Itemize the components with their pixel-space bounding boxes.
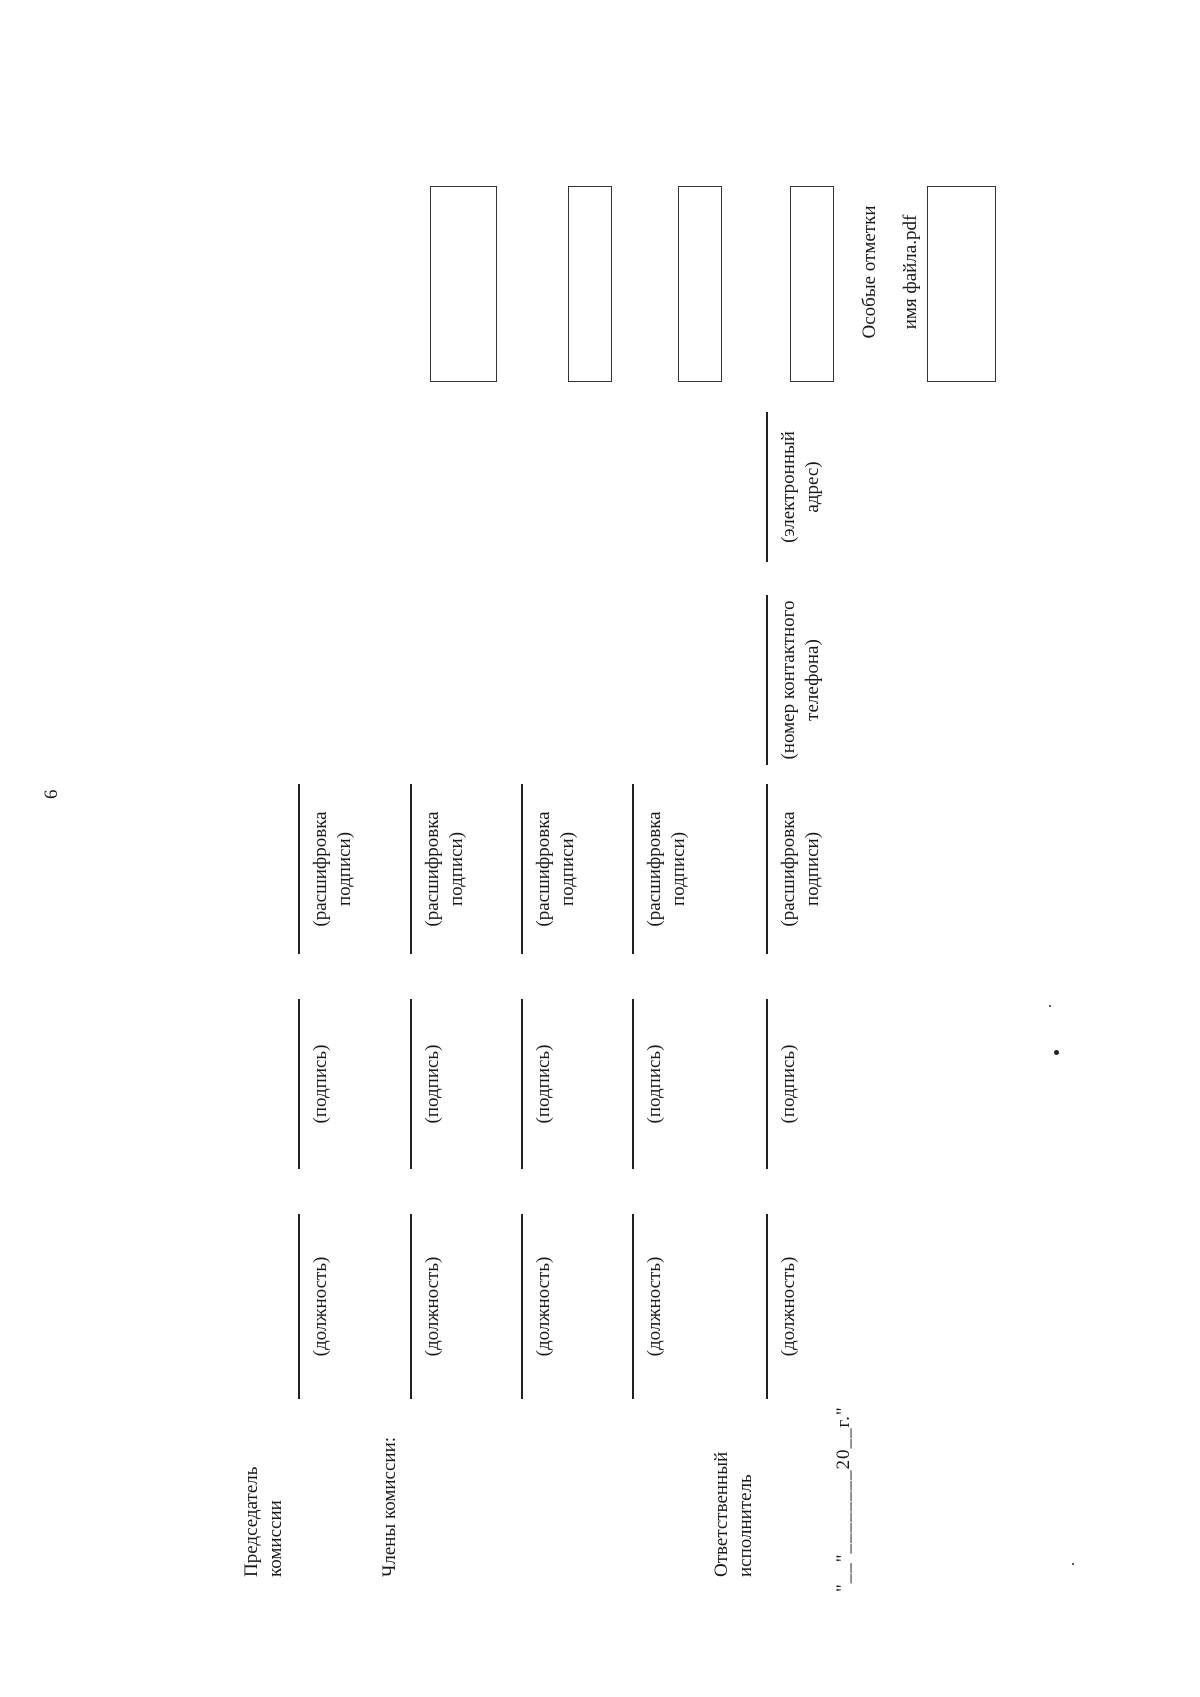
decryption-line [298, 784, 300, 954]
file-name-label: имя файла.pdf [900, 214, 921, 330]
signature-line [766, 999, 768, 1169]
position-caption: (должность) [310, 1256, 331, 1357]
signature-caption: (подпись) [644, 1044, 665, 1124]
phone-line [766, 595, 768, 765]
email-line [766, 412, 768, 562]
executor-label: Ответственный исполнитель [711, 1451, 756, 1577]
special-marks-box [790, 186, 834, 382]
position-caption: (должность) [533, 1256, 554, 1357]
signature-line [410, 999, 412, 1169]
phone-caption: (номер контактного телефона) [778, 600, 823, 760]
special-marks-box [430, 186, 497, 382]
decryption-caption: (расшифровка подписи) [310, 811, 355, 927]
signature-caption: (подпись) [422, 1044, 443, 1124]
position-line [298, 1214, 300, 1399]
decryption-caption: (расшифровка подписи) [778, 811, 823, 927]
email-caption: (электронный адрес) [778, 431, 823, 543]
members-label: Члены комиссии: [379, 1436, 400, 1577]
signature-line [298, 999, 300, 1169]
position-caption: (должность) [644, 1256, 665, 1357]
decryption-caption: (расшифровка подписи) [422, 811, 467, 927]
position-line [410, 1214, 412, 1399]
scan-speck [1054, 1050, 1059, 1055]
scan-speck [1049, 1005, 1051, 1007]
special-marks-label: Особые отметки [859, 205, 880, 339]
decryption-line [766, 784, 768, 954]
decryption-line [521, 784, 523, 954]
signature-line [632, 999, 634, 1169]
signature-caption: (подпись) [778, 1044, 799, 1124]
special-marks-box [568, 186, 612, 382]
signature-caption: (подпись) [310, 1044, 331, 1124]
chairman-label: Председатель комиссии [241, 1466, 286, 1577]
scan-speck [1072, 1563, 1074, 1565]
date-line: "__"________20__г." [833, 1406, 854, 1592]
position-line [766, 1214, 768, 1399]
special-marks-box [927, 186, 996, 382]
position-caption: (должность) [778, 1256, 799, 1357]
signature-caption: (подпись) [533, 1044, 554, 1124]
decryption-caption: (расшифровка подписи) [644, 811, 689, 927]
decryption-line [410, 784, 412, 954]
signature-line [521, 999, 523, 1169]
decryption-line [632, 784, 634, 954]
position-line [632, 1214, 634, 1399]
special-marks-box [678, 186, 722, 382]
page-number: 6 [41, 789, 62, 799]
position-line [521, 1214, 523, 1399]
position-caption: (должность) [422, 1256, 443, 1357]
decryption-caption: (расшифровка подписи) [533, 811, 578, 927]
